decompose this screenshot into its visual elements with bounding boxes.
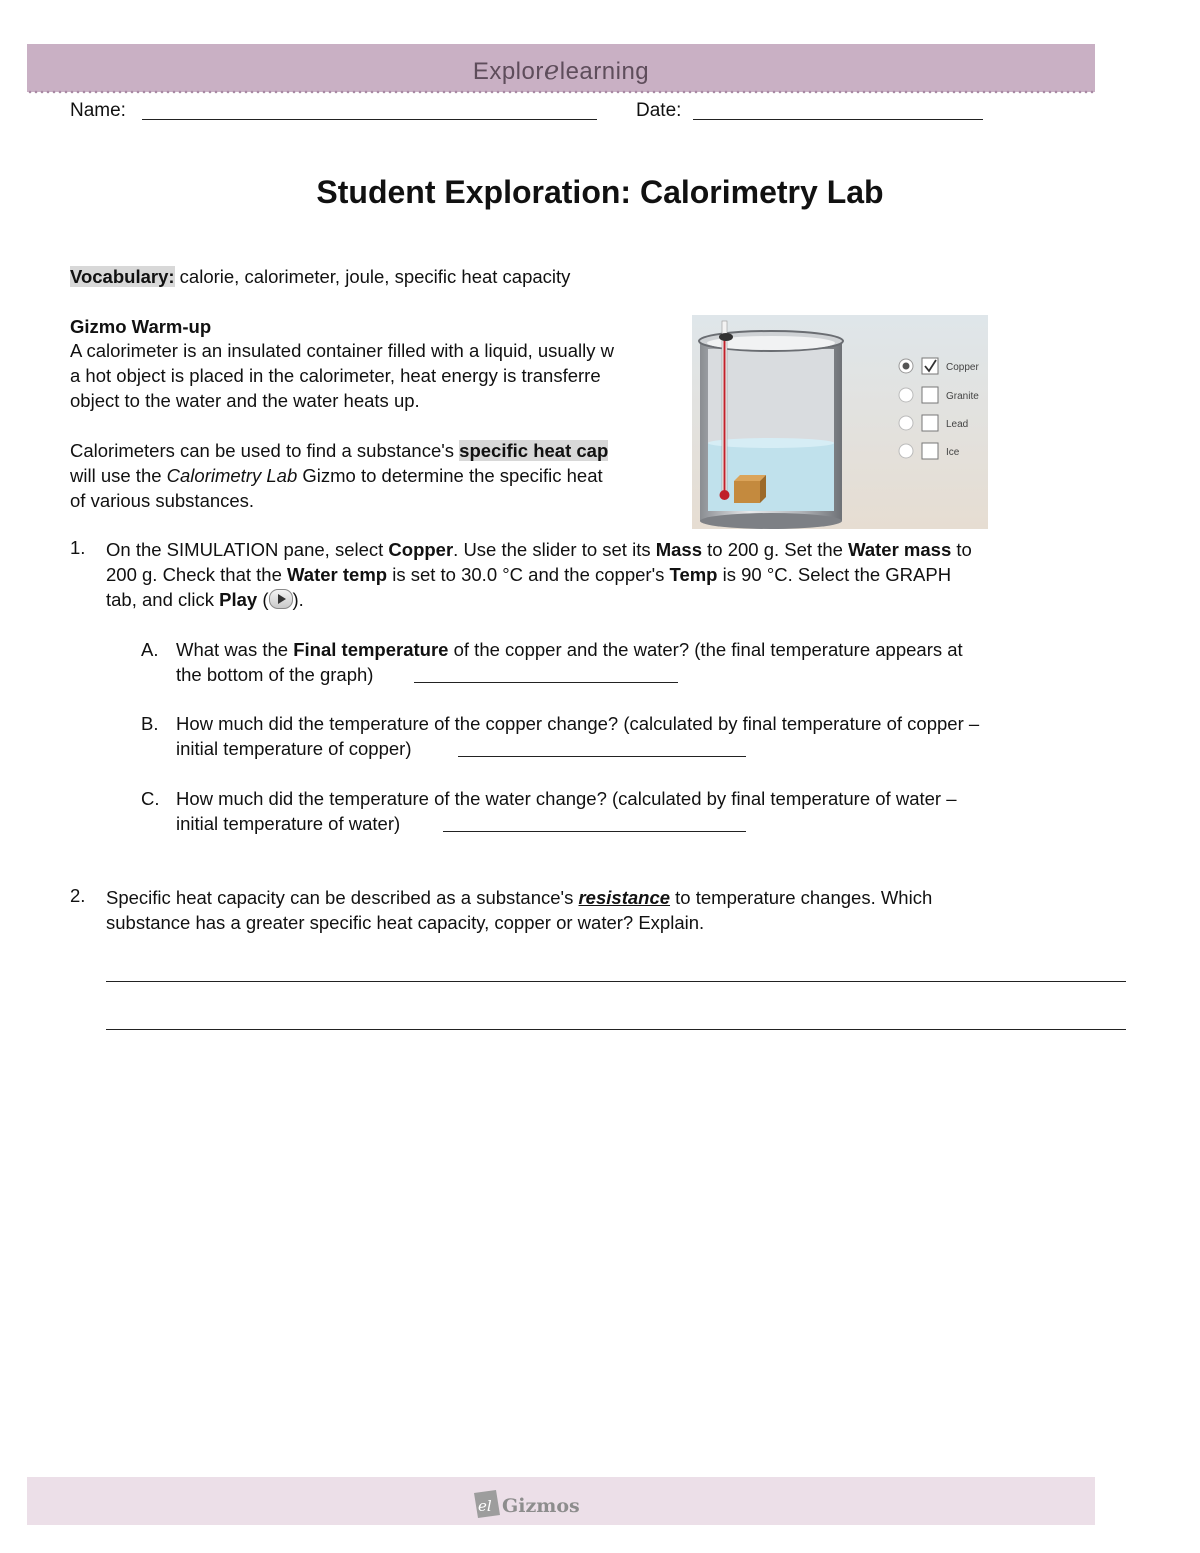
q1c-letter: C. [141,788,160,809]
calorimeter-gizmo-image [692,315,988,529]
page-title: Student Exploration: Calorimetry Lab [316,174,884,210]
option-lead-label: Lead [946,419,969,430]
q1b-letter: B. [141,713,159,734]
q1c-text: How much did the temperature of the water change? (calculated by final temperature of water – initial temperature of water) [176,788,957,834]
option-ice-label: Ice [946,447,960,458]
checkbox-granite [922,387,938,403]
warmup-p2-line2: will use the Calorimetry Lab Gizmo to determine the specific heat [70,465,603,486]
q1b-text: How much did the temperature of the copper change? (calculated by final temperature of copper – initial temperature of copper) [176,713,980,759]
warmup-p2-line3: of various substances. [70,490,255,511]
name-label: Name: [70,100,126,121]
q2-answer-line-1[interactable] [106,981,1126,982]
q1-text: On the SIMULATION pane, select Copper. Use the slider to set its Mass to 200 g. Set the Water mass to 200 g. Check that the Water temp is set to 30.0 °C and the copper's Temp is 90 °C. Select the GRAPH tab, and click Play ( ). [106,539,972,610]
copper-cube [734,481,760,503]
radio-lead [899,416,913,430]
q1-number: 1. [70,537,86,558]
warmup-p1-line2: a hot object is placed in the calorimeter, heat energy is transferre [70,365,601,386]
warmup-p1-line1: A calorimeter is an insulated container filled with a liquid, usually w [70,340,614,361]
option-copper-label: Copper [946,362,979,373]
svg-text:el: el [478,1497,492,1515]
gizmos-logo [472,1487,592,1521]
warmup-p1-line3: object to the water and the water heats up. [70,390,420,411]
play-icon [269,589,293,609]
checkbox-ice [922,443,938,459]
warmup-paragraph-1 [70,338,692,413]
radio-granite [899,388,913,402]
date-blank[interactable] [693,119,983,120]
q2-text: Specific heat capacity can be described as a substance's resistance to temperature changes. Which substance has a greater specific heat capacity, copper or water? Explain. [106,887,933,933]
warmup-p2-line1: Calorimeters can be used to find a substance's specific heat cap [70,440,609,461]
warmup-heading: Gizmo Warm-up [70,316,212,337]
warmup-paragraph-2 [70,438,692,513]
svg-text:Gizmos: Gizmos [502,1495,580,1517]
name-blank[interactable] [142,119,597,120]
vocabulary-terms: calorie, calorimeter, joule, specific heat capacity [179,266,571,287]
q1a-letter: A. [141,639,159,660]
vocabulary [70,264,570,289]
radio-ice [899,444,913,458]
date-label: Date: [636,100,682,121]
q1a-text: What was the Final temperature of the copper and the water? (the final temperature appears at the bottom of the graph) [176,639,963,685]
explorelearning-logo: Explorelearning [472,56,650,86]
vocabulary-label: Vocabulary: [70,266,175,287]
q1c-answer-blank[interactable] [443,831,746,832]
option-granite-label: Granite [946,391,979,402]
q2-answer-line-2[interactable] [106,1029,1126,1030]
q2-number: 2. [70,885,86,906]
header-dotted-border [27,90,1095,94]
q1b-answer-blank[interactable] [458,756,746,757]
checkbox-lead [922,415,938,431]
q1a-answer-blank[interactable] [414,682,678,683]
